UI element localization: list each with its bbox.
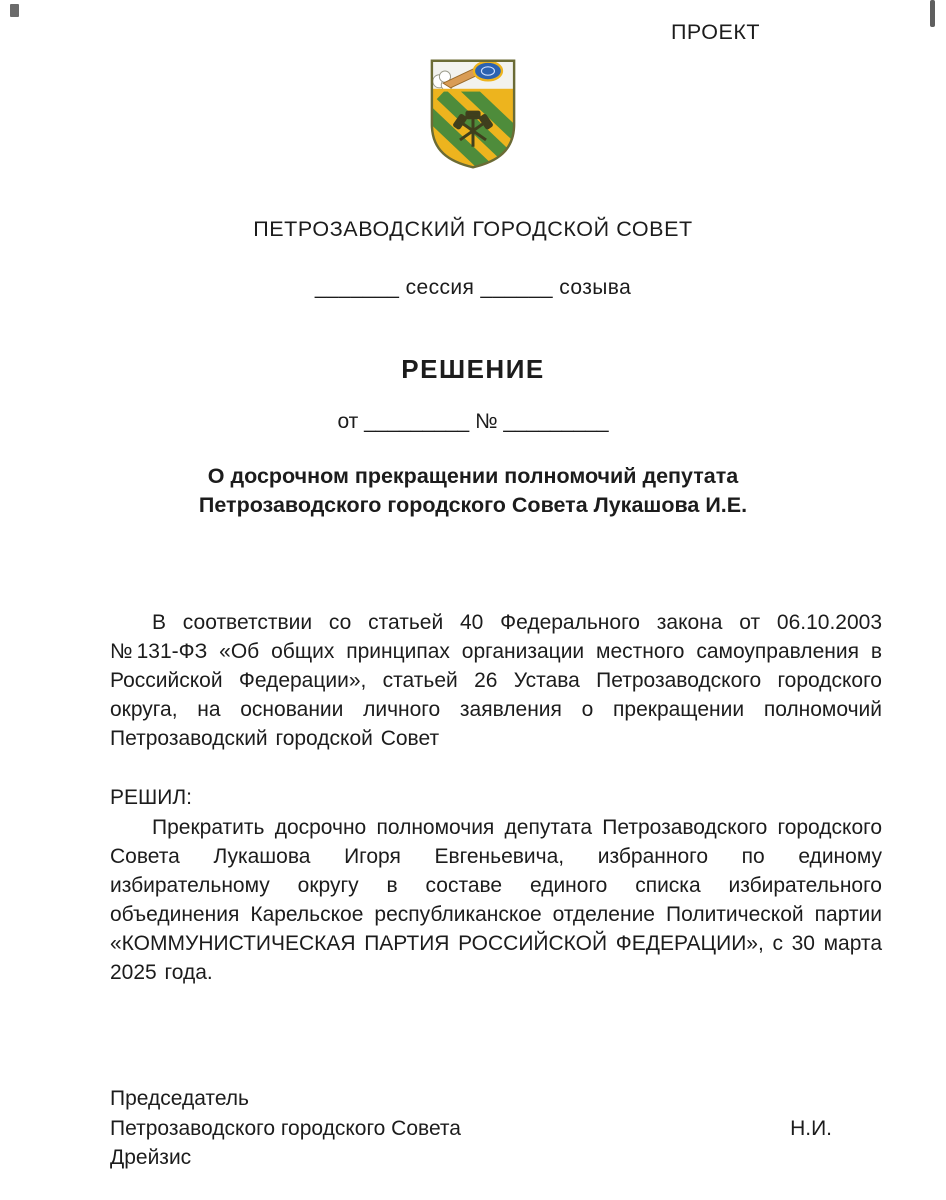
scrollbar-thumb[interactable]	[930, 0, 935, 27]
coat-of-arms-icon	[424, 57, 522, 171]
signature-surname: Дрейзис	[110, 1146, 192, 1170]
coat-of-arms	[0, 57, 946, 171]
organization-name: ПЕТРОЗАВОДСКИЙ ГОРОДСКОЙ СОВЕТ	[253, 217, 693, 241]
document-type-heading: РЕШЕНИЕ	[401, 354, 545, 384]
signature-position-line1: Председатель	[110, 1086, 249, 1110]
date-number-line: от _________ № _________	[337, 410, 609, 433]
signature-block	[110, 1084, 882, 1173]
document-title	[0, 462, 946, 519]
paragraph-intro: В соответствии со статьей 40 Федерального закона от 06.10.2003 №131-ФЗ «Об общих принципах организации местного самоуправления в Российской Федерации», статьей 26 Устава Петрозаводского городского округа, на основании личного заявления о прекращении полномочий Петрозаводский городской Совет	[110, 611, 882, 751]
signature-position-line2: Петрозаводского городского Совета	[110, 1116, 461, 1140]
corner-artifact	[10, 4, 19, 17]
document-title-line2: Петрозаводского городского Совета Лукашова И.Е.	[198, 492, 748, 517]
paragraph-resolution: Прекратить досрочно полномочия депутата Петрозаводского городского Совета Лукашова Игоря Евгеньевича, избранного по единому избирательному округу в составе единого списка избирательного объединения Карельское республиканское отделение Политической партии «КОММУНИСТИЧЕСКАЯ ПАРТИЯ РОССИЙСКОЙ ФЕДЕРАЦИИ», с 30 марта 2025 года.	[110, 816, 882, 984]
decided-label: РЕШИЛ:	[110, 786, 192, 810]
session-line: _______ сессия ______ созыва	[314, 276, 632, 299]
signature-initials: Н.И.	[790, 1116, 832, 1140]
document-title-line1: О досрочном прекращении полномочий депутата	[207, 464, 739, 488]
document-body	[110, 609, 882, 1173]
project-label: ПРОЕКТ	[670, 20, 760, 44]
signature-row	[110, 1114, 882, 1144]
